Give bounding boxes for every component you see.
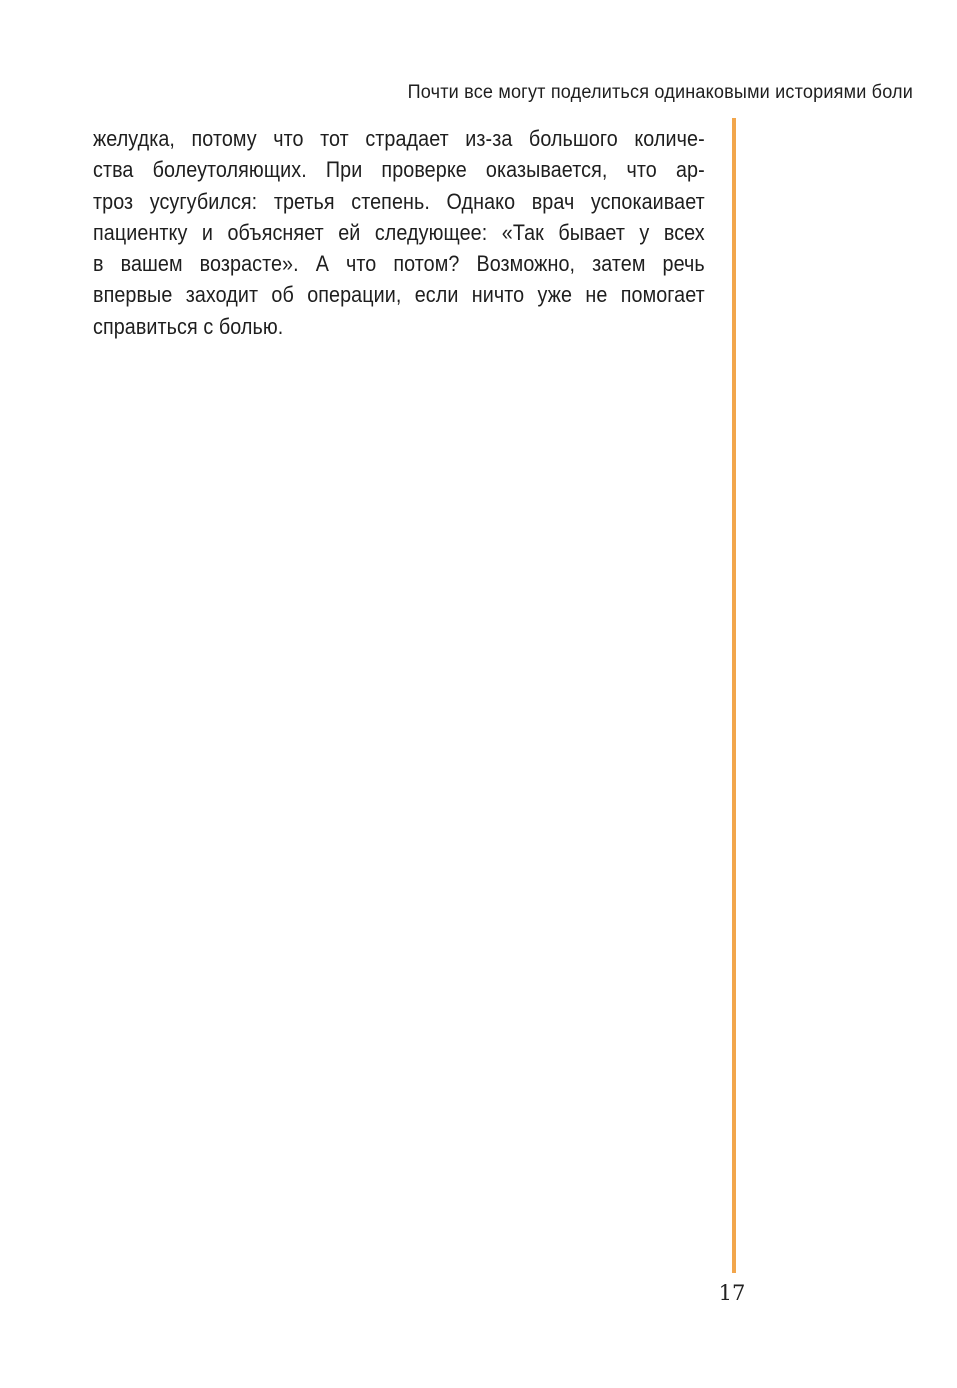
running-head: Почти все могут поделиться одинаковыми историями боли bbox=[407, 82, 913, 103]
body-line: в вашем возрасте». А что потом? Возможно, затем речь bbox=[93, 251, 705, 277]
body-line: ства болеутоляющих. При проверке оказывается, что ар- bbox=[93, 157, 705, 183]
body-line: справиться с болью. bbox=[93, 313, 284, 339]
body-line: желудка, потому что тот страдает из-за большого количе- bbox=[93, 126, 705, 151]
body-line: троз усугубился: третья степень. Однако врач успокаивает bbox=[93, 188, 705, 214]
body-line: пациентку и объясняет ей следующее: «Так бывает у всех bbox=[93, 219, 705, 245]
body-text bbox=[93, 123, 705, 342]
page-number: 17 bbox=[718, 1281, 746, 1305]
vertical-rule bbox=[732, 118, 736, 1273]
body-line: впервые заходит об операции, если ничто уже не помогает bbox=[93, 282, 705, 308]
